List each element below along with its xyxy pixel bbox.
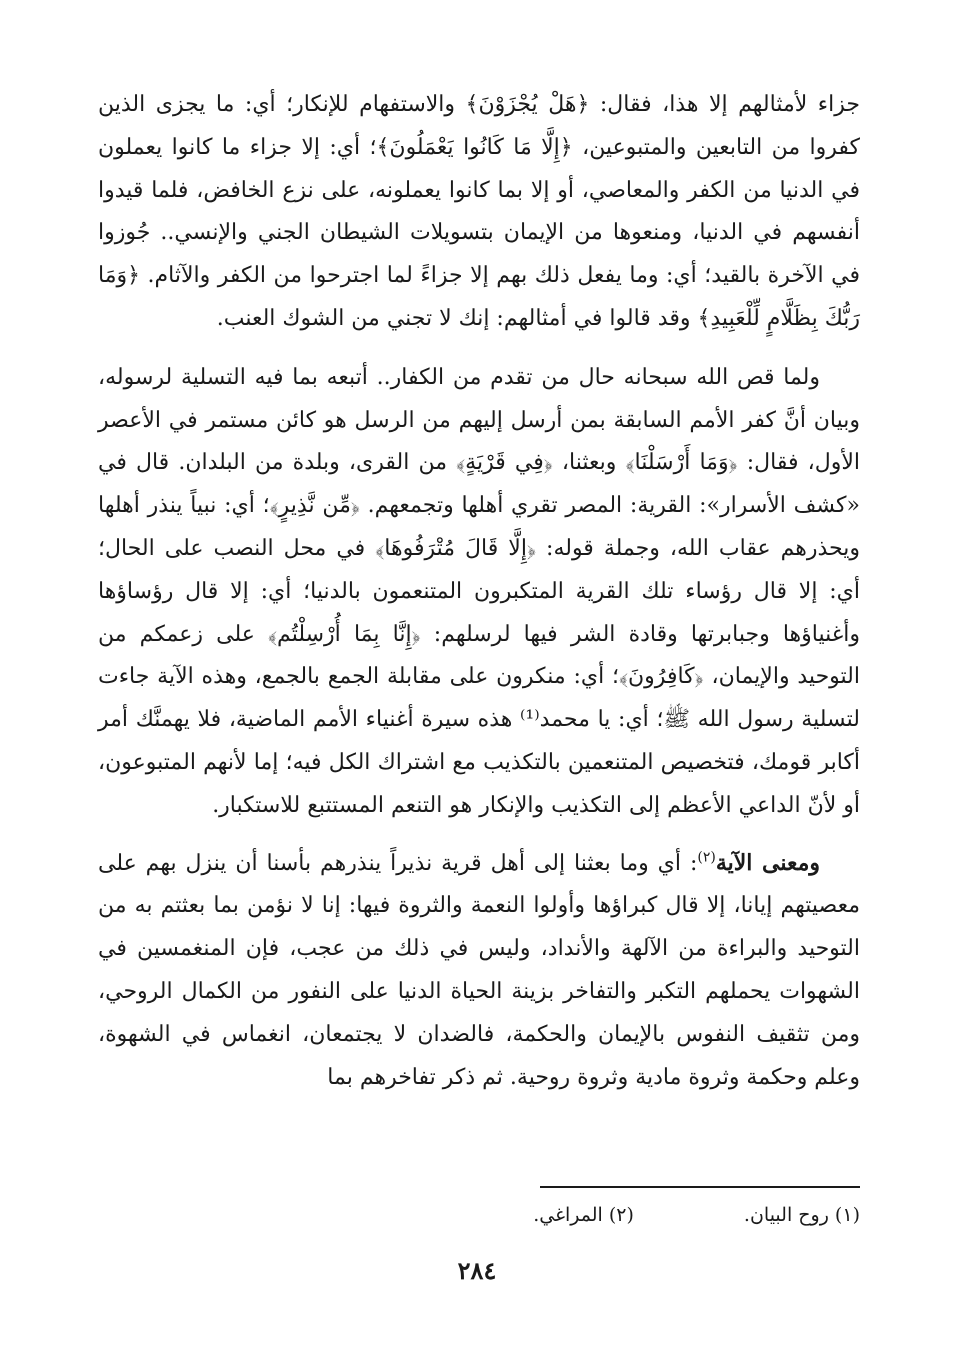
footnote-2: (٢) المراغي. — [533, 1204, 634, 1226]
footnote-divider — [540, 1186, 860, 1188]
page-number: ٢٨٤ — [457, 1256, 497, 1285]
footnote-ref-2: (٢) — [697, 849, 716, 866]
paragraph-3-body: : أي وما بعثنا إلى أهل قرية نذيراً ينذرهم بأسنا أن ينزل بهم على معصيتهم إيانا، إلا قال كبراؤها وأولوا النعمة والثروة فيها: إنا لا نؤمن بما بعثتم به من التوحيد والبراءة من الآلهة والأنداد، وليس في ذلك من عجب، فإن المنغمسين في الشهوات يحملهم التكبر والتفاخر بزينة الحياة الدنيا على النفور من الكمال الروحي، ومن تثقيف النفوس بالإيمان والحكمة، فالضدان لا يجتمعان، انغماس في الشهوة، وعلم وحكمة وثروة مادية وثروة روحية. ثم ذكر تفاخرهم بما — [98, 850, 860, 1090]
paragraph-1: جزاء لأمثالهم إلا هذا، فقال: ﴿هَلْ يُجْزَوْنَ﴾ والاستفهام للإنكار؛ أي: ما يجزى الذين كفروا من التابعين والمتبوعين، ﴿إِلَّا مَا كَانُوا يَعْمَلُونَ﴾؛ أي: إلا جزاء ما كانوا يعملون في الدنيا من الكفر والمعاصي، أو إلا بما كانوا يعملونه، على نزع الخافض، فلما قيدوا أنفسهم في الدنيا، ومنعوها من الإيمان بتسويلات الشيطان الجني والإنسي.. جُوزوا في الآخرة بالقيد؛ أي: وما يفعل ذلك بهم إلا جزاءً لما اجترحوا من الكفر والآثام. ﴿وَمَا رَبُّكَ بِظَلَّامٍ لِّلْعَبِيدِ﴾ وقد قالوا في أمثالهم: إنك لا تجني من الشوك العنب. — [98, 92, 860, 331]
page-body — [98, 84, 860, 1099]
footnote-1: (١) روح البيان. — [743, 1204, 860, 1226]
paragraph-3 — [98, 842, 860, 1100]
paragraph-2: ولما قص الله سبحانه حال من تقدم من الكفار.. أتبعه بما فيه التسلية لرسوله، وبيان أنَّ كفر الأمم السابقة بمن أرسل إليهم من الرسل هو كائن مستمر في الأعصر الأول، فقال: ﴿وَمَا أَرْسَلْنَا﴾ وبعثنا، ﴿فِي قَرْيَةٍ﴾ من القرى، وبلدة من البلدان. قال في «كشف الأسرار»: القرية: المصر تقري أهلها وتجمعهم. ﴿مِّن نَّذِيرٍ﴾؛ أي: نبياً ينذر أهلها ويحذرهم عقاب الله، وجملة قوله: ﴿إِلَّا قَالَ مُتْرَفُوهَا﴾ في محل النصب على الحال؛ أي: إلا قال رؤساء تلك القرية المتكبرون المتنعمون بالدنيا؛ أي: إلا قال رؤساؤها وأغنياؤها وجبابرتها وقادة الشر فيها لرسلهم: ﴿إِنَّا بِمَا أُرْسِلْتُم﴾ على زعمكم من التوحيد والإيمان، ﴿كَافِرُونَ﴾؛ أي: منكرون على مقابلة الجمع بالجمع، وهذه الآية جاءت لتسلية رسول الله ﷺ؛ أي: يا محمد⁽¹⁾ هذه سيرة أغنياء الأمم الماضية، فلا يهمنَّك أمر أكابر قومك، فتخصيص المتنعمين بالتكذيب مع اشتراك الكل فيه؛ إما لأنهم المتبوعون، أو لأنّ الداعي الأعظم إلى التكذيب والإنكار هو التنعم المستتبع للاستكبار. — [98, 364, 860, 818]
paragraph-3-lead: ومعنى الآية — [715, 849, 820, 876]
footnotes — [280, 1204, 860, 1226]
